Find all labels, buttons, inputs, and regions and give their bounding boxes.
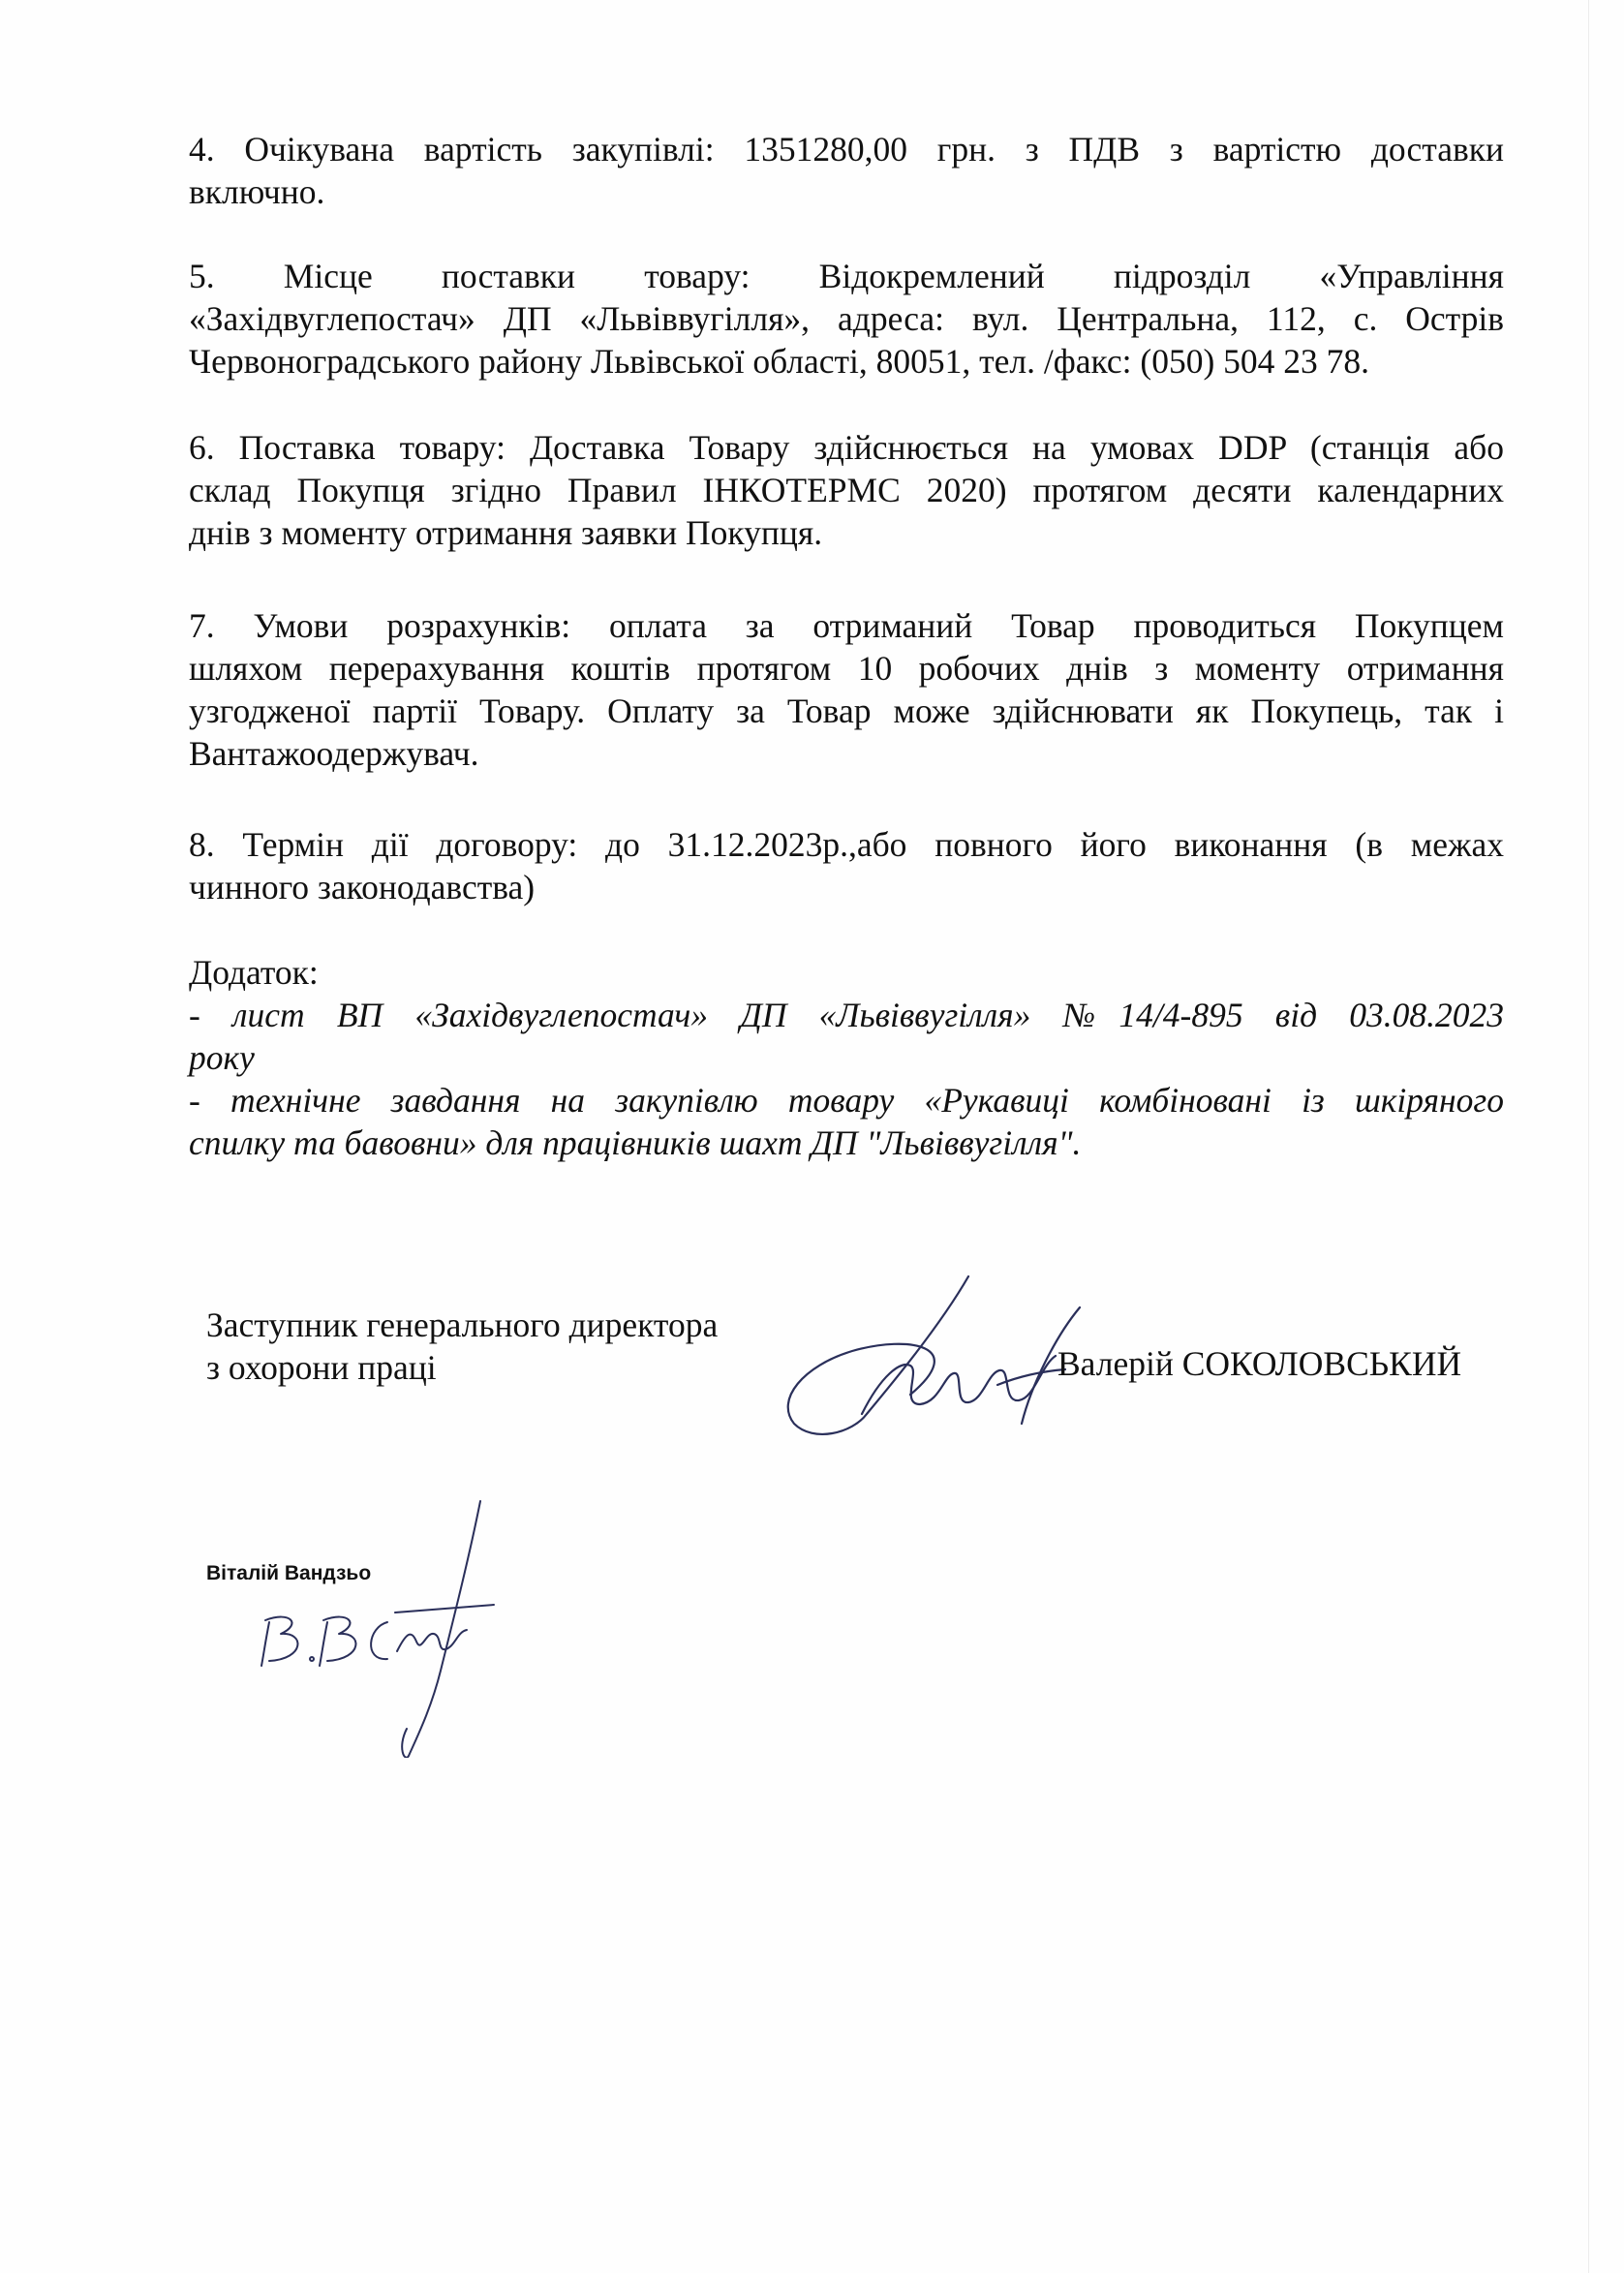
- clause-line: чинного законодавства): [189, 868, 536, 906]
- attachment-section: [189, 951, 1504, 1164]
- clause-line: шляхом перерахування коштів протягом 10 робочих днів з моменту отримання: [189, 649, 1504, 688]
- clause-line: включно.: [189, 172, 325, 211]
- clause-line: 5. Місце поставки товару: Відокремлений підрозділ «Управління: [189, 257, 1504, 295]
- clause-line: 4. Очікувана вартість закупівлі: 1351280,00 грн. з ПДВ з вартістю доставки: [189, 130, 1504, 169]
- clause-line: «Західвуглепостач» ДП «Львіввугілля», адреса: вул. Центральна, 112, с. Острів: [189, 299, 1504, 338]
- signatory-title: [206, 1304, 718, 1389]
- clause-line: Вантажоодержувач.: [189, 734, 479, 773]
- clause-line: 8. Термін дії договору: до 31.12.2023р.,або повного його виконання (в межах: [189, 825, 1504, 864]
- clause-line: склад Покупця згідно Правил ІНКОТЕРМС 2020) протягом десяти календарних: [189, 471, 1504, 509]
- clause-line: узгодженої партії Товару. Оплату за Товар може здійснювати як Покупець, так і: [189, 691, 1504, 730]
- clause-7-payment-terms: [189, 604, 1504, 775]
- clause-line: Червоноградського району Львівської області, 80051, тел. /факс: (050) 504 23 78.: [189, 342, 1370, 381]
- clause-line: днів з моменту отримання заявки Покупця.: [189, 513, 823, 552]
- handwritten-signature: [775, 1269, 1094, 1443]
- clause-6-delivery-terms: [189, 426, 1504, 554]
- signatory-name: Валерій СОКОЛОВСЬКИЙ: [1057, 1344, 1462, 1383]
- scan-edge-line: [1588, 0, 1589, 2273]
- signatory-title-line: з охорони праці: [206, 1348, 437, 1387]
- clause-5-delivery-place: [189, 255, 1504, 383]
- signatory-title-line: Заступник генерального директора: [206, 1305, 719, 1344]
- initials-signature: [252, 1496, 504, 1758]
- clause-8-contract-term: [189, 823, 1504, 908]
- approver-name: Віталій Вандзьо: [206, 1562, 372, 1584]
- attachment-line: - технічне завдання на закупівлю товару «Рукавиці комбіновані із шкіряного: [189, 1081, 1504, 1120]
- clause-4-expected-cost: [189, 128, 1504, 213]
- attachment-line: - лист ВП «Західвуглепостач» ДП «Львіввугілля» №14/4-895 від 03.08.2023: [189, 996, 1504, 1034]
- clause-line: 7. Умови розрахунків: оплата за отриманий Товар проводиться Покупцем: [189, 606, 1504, 645]
- attachment-line: року: [189, 1038, 255, 1077]
- clause-line: 6. Поставка товару: Доставка Товару здійснюється на умовах DDP (станція або: [189, 428, 1504, 467]
- attachment-line: спилку та бавовни» для працівників шахт ДП "Львіввугілля".: [189, 1123, 1082, 1162]
- attachment-heading: Додаток:: [189, 953, 319, 992]
